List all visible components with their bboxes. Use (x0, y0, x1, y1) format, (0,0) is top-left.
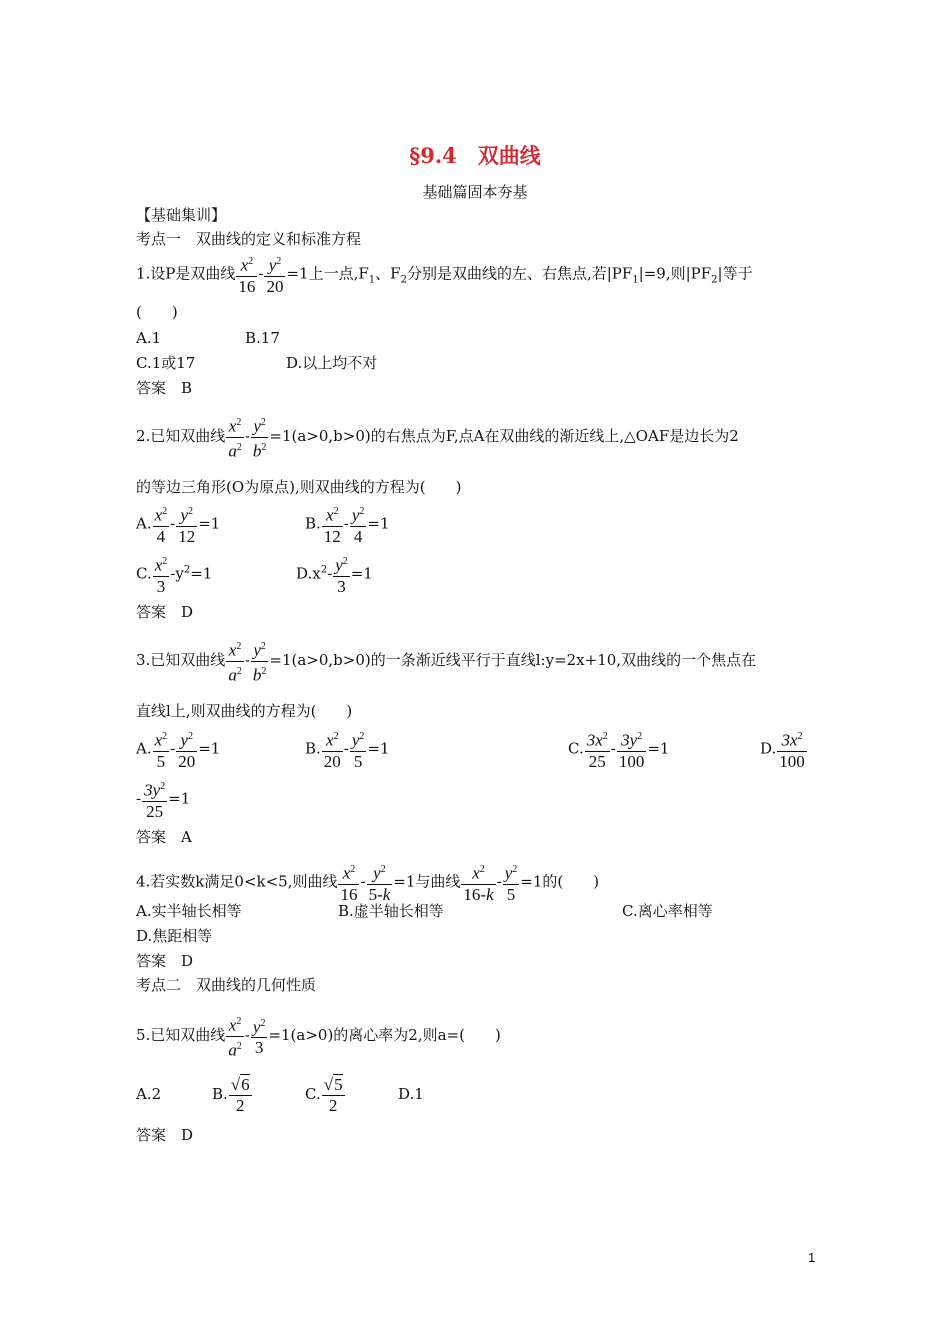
q1-option-d: D.以上均不对 (286, 354, 378, 372)
q3-option-b: B. $\frac{x^2}{20}$ - $\frac{y^2}{5}$ =1 (305, 727, 390, 772)
q4-option-d: D.焦距相等 (136, 927, 213, 945)
question-2-cont: 的等边三角形(O为原点),则双曲线的方程为( ) (136, 478, 462, 496)
question-3-cont: 直线l上,则双曲线的方程为( ) (136, 702, 353, 720)
fraction: $\frac{y^2}{20}$ (264, 252, 285, 297)
q5-option-c: C. $\frac{√5}{2}$ (305, 1075, 343, 1115)
q3-option-a: A. $\frac{x^2}{5}$ - $\frac{y^2}{20}$ =1 (136, 727, 220, 772)
q4-answer: 答案 D (136, 952, 194, 970)
q1-option-c: C.1或17 (136, 354, 196, 372)
q5-option-a: A.2 (136, 1085, 162, 1103)
question-1-paren: ( ) (136, 303, 178, 321)
page-subtitle: 基础篇固本夯基 (422, 183, 528, 201)
page-number: 1 (808, 1250, 816, 1265)
question-4: 4.若实数k满足0<k<5,则曲线 $\frac{x^2}{16}$ - $\frac{y^2}{5-k}$ =1与曲线 $\frac{x^2}{16-k}$ - $\frac{y^2}{5}$ =1的( ) (136, 860, 599, 905)
q5-option-d: D.1 (398, 1085, 424, 1103)
q1-option-a: A.1 (136, 329, 162, 347)
topic-heading-2: 考点二 双曲线的几何性质 (136, 976, 317, 994)
q4-option-c: C.离心率相等 (622, 902, 713, 920)
q5-answer: 答案 D (136, 1126, 194, 1144)
q3-option-c: C. $\frac{3x^2}{25}$ - $\frac{3y^2}{100}$ =1 (568, 727, 669, 772)
q2-answer: 答案 D (136, 603, 194, 621)
topic-heading-1: 考点一 双曲线的定义和标准方程 (136, 230, 362, 248)
q2-option-d: $D.x^2-$ $\frac{y^2}{3}$ =1 (296, 552, 373, 597)
question-5: 5.已知双曲线 $\frac{x^2}{a^2}$ - $\frac{y^2}{3}$ =1(a>0)的离心率为2,则a=( ) (136, 1012, 501, 1060)
q5-option-b: B. $\frac{√6}{2}$ (212, 1075, 250, 1115)
question-3: 3.已知双曲线 $\frac{x^2}{a^2}$ - $\frac{y^2}{b^2}$ =1(a>0,b>0)的一条渐近线平行于直线l:y=2x+10,双曲线的一个焦点在 (136, 637, 756, 685)
q2-option-c: C. $\frac{x^2}{3}$ $-y^2=1$ (136, 552, 212, 597)
fraction: $\frac{x^2}{16}$ (236, 252, 257, 297)
question-2: 2.已知双曲线 $\frac{x^2}{a^2}$ - $\frac{y^2}{b^2}$ =1(a>0,b>0)的右焦点为F,点A在双曲线的渐近线上,△OAF是边长为2 (136, 413, 739, 461)
page-title: §9.4 双曲线 (409, 143, 541, 168)
question-1: 1.设P是双曲线 $\frac{x^2}{16}$ - $\frac{y^2}{20}$ =1上一点$,F_1$、$F_2$分别是双曲线的左、右焦点,若$|PF_1|=9$,则$|PF_2|$等于 (136, 252, 753, 297)
q1-answer: 答案 B (136, 379, 193, 397)
q3-answer: 答案 A (136, 828, 192, 846)
q2-option-a: A. $\frac{x^2}{4}$ - $\frac{y^2}{12}$ =1 (136, 502, 220, 547)
q1-option-b: B.17 (245, 329, 280, 347)
q3-option-d-cont: - $\frac{3y^2}{25}$ =1 (136, 777, 190, 822)
q4-option-b: B.虚半轴长相等 (338, 902, 444, 920)
q3-option-d: D. $\frac{3x^2}{100}$ (760, 727, 808, 772)
q2-option-b: B. $\frac{x^2}{12}$ - $\frac{y^2}{4}$ =1 (305, 502, 390, 547)
q4-option-a: A.实半轴长相等 (136, 902, 242, 920)
section-label: 【基础集训】 (136, 206, 227, 224)
